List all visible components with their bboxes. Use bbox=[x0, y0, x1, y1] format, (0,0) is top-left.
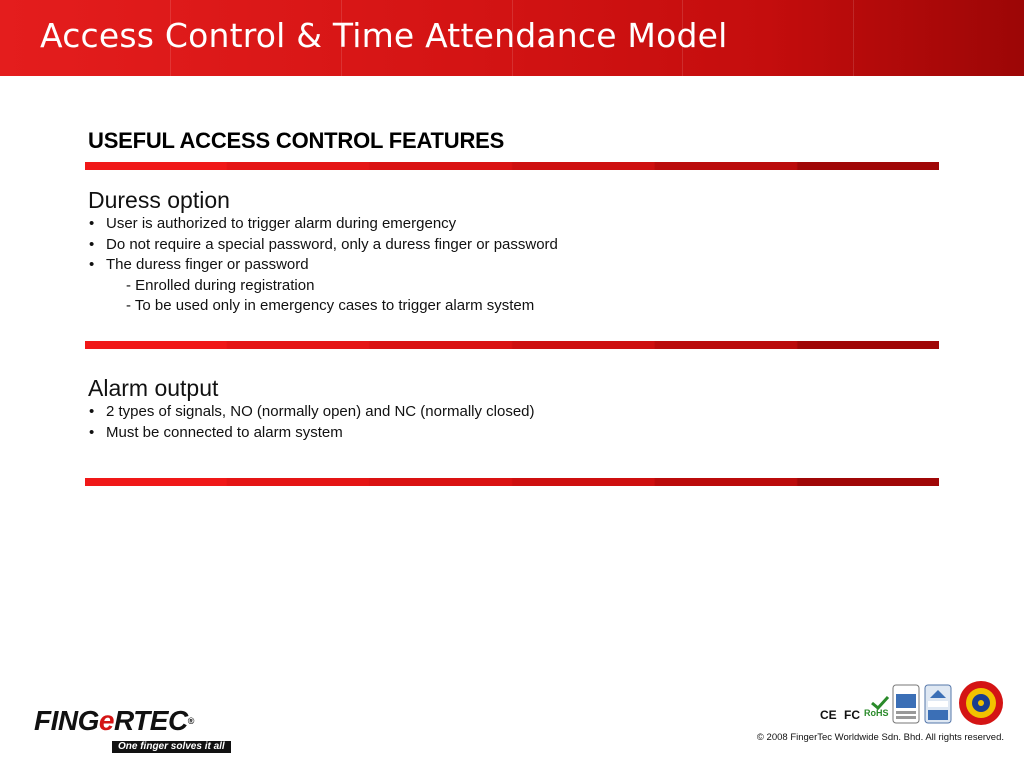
certificate-badge-icon bbox=[892, 684, 920, 724]
alarm-output-block bbox=[88, 374, 535, 443]
logo-prefix: FING bbox=[34, 705, 99, 736]
check-icon bbox=[870, 696, 890, 710]
list-item: • The duress finger or password bbox=[88, 255, 558, 276]
title-banner bbox=[0, 0, 1024, 76]
duress-bullet-list bbox=[88, 214, 558, 276]
fcc-mark-icon: FC bbox=[844, 708, 860, 722]
duress-option-title: Duress option bbox=[88, 187, 230, 213]
list-item: • Must be connected to alarm system bbox=[88, 423, 535, 444]
certification-badges bbox=[818, 680, 1008, 726]
divider-rule bbox=[85, 478, 939, 486]
logo-suffix: RTEC bbox=[113, 705, 188, 736]
registered-mark: ® bbox=[187, 716, 194, 726]
divider-rule bbox=[85, 162, 939, 170]
ce-mark-icon: CE bbox=[820, 708, 837, 722]
duress-option-block bbox=[88, 186, 558, 317]
alarm-output-title: Alarm output bbox=[88, 375, 219, 401]
list-item: • Do not require a special password, only a duress finger or password bbox=[88, 235, 558, 256]
alarm-bullet-list bbox=[88, 402, 535, 443]
sub-list-item: - Enrolled during registration bbox=[126, 276, 315, 294]
slide-title: Access Control & Time Attendance Model bbox=[40, 16, 728, 55]
logo-e-mark: e bbox=[98, 705, 114, 736]
sub-list-item: - To be used only in emergency cases to trigger alarm system bbox=[126, 297, 535, 314]
section-heading: USEFUL ACCESS CONTROL FEATURES bbox=[88, 128, 505, 153]
divider-rule bbox=[85, 341, 939, 349]
fingertec-logo bbox=[34, 706, 234, 750]
logo-tagline: One finger solves it all bbox=[112, 741, 231, 753]
banner-divider bbox=[853, 0, 854, 76]
logo-wordmark bbox=[34, 706, 234, 736]
made-in-malaysia-seal-icon bbox=[958, 680, 1004, 726]
copyright-notice: © 2008 FingerTec Worldwide Sdn. Bhd. All rights reserved. bbox=[756, 732, 1004, 743]
hardware-badge-icon bbox=[924, 684, 952, 724]
list-item: • User is authorized to trigger alarm during emergency bbox=[88, 214, 558, 235]
list-item: • 2 types of signals, NO (normally open) and NC (normally closed) bbox=[88, 402, 535, 423]
rohs-mark-icon: RoHS bbox=[864, 708, 889, 718]
